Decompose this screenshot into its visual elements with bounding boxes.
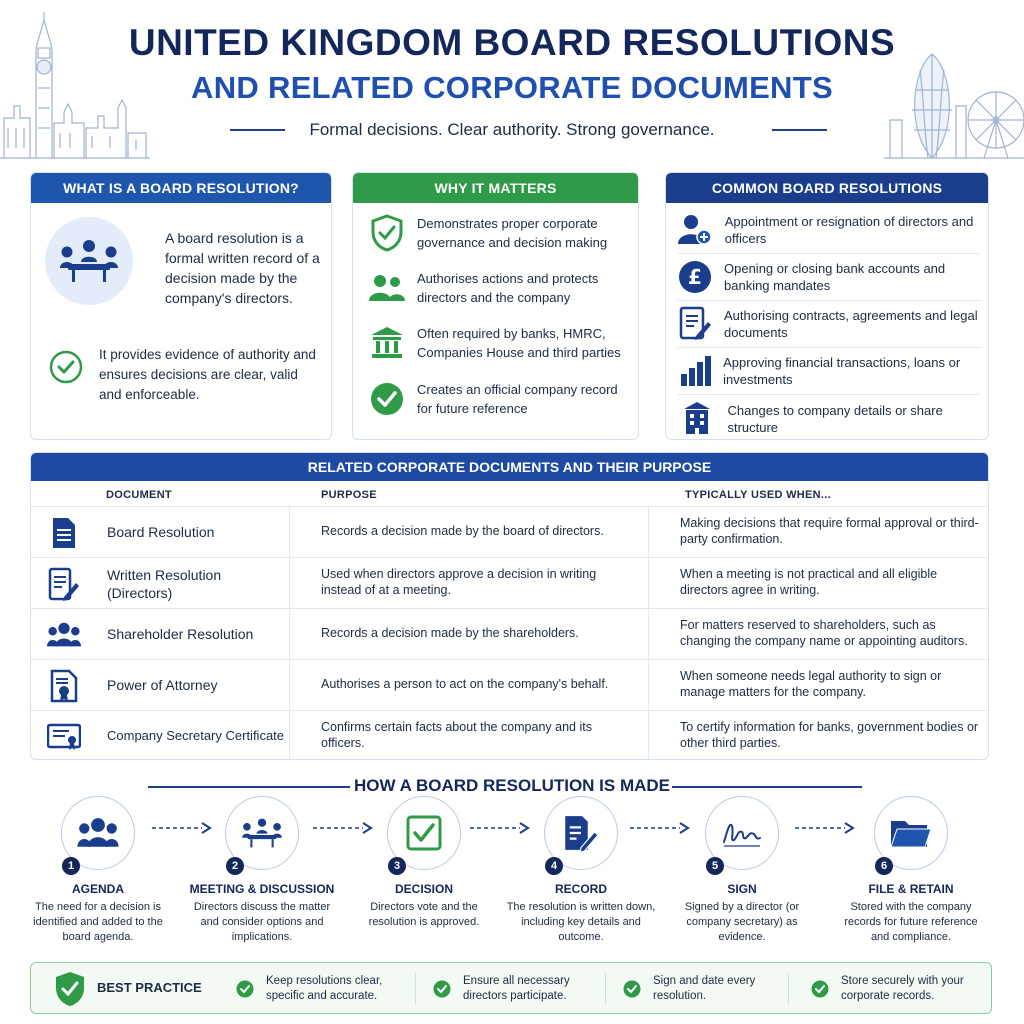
- common-resolutions-card: [665, 172, 989, 440]
- document-used-when: Making decisions that require formal approval or third-party confirmation.: [680, 516, 979, 546]
- why-heading: WHY IT MATTERS: [353, 173, 638, 203]
- check-circle-icon: [367, 379, 407, 419]
- step-circle: [387, 796, 461, 870]
- common-item-company-details: Changes to company details or share structure: [678, 395, 980, 440]
- step-circle: [544, 796, 618, 870]
- people-icon: [367, 268, 407, 308]
- bar-chart-icon: [678, 351, 711, 391]
- step-number: 4: [545, 857, 563, 875]
- process-rule-right: [672, 786, 862, 788]
- why-item-authorises: Authorises actions and protects directors and the company: [367, 268, 632, 308]
- why-item-governance: Demonstrates proper corporate governance and decision making: [367, 213, 632, 253]
- tagline-rule-right: [772, 129, 827, 131]
- document-name: Board Resolution: [107, 524, 215, 540]
- check-circle-icon: [811, 980, 829, 998]
- step-circle: [61, 796, 135, 870]
- divider: [415, 973, 416, 1005]
- page-title: UNITED KINGDOM BOARD RESOLUTIONS: [128, 22, 896, 63]
- column-header-purpose: PURPOSE: [321, 489, 377, 501]
- best-practice-item: Sign and date every resolution.: [623, 974, 773, 1004]
- check-circle-icon: [48, 349, 84, 385]
- common-item-appointment: Appointment or resignation of directors and officers: [678, 207, 980, 254]
- best-practice-heading: BEST PRACTICE: [97, 980, 202, 995]
- step-label: FILE & RETAIN: [868, 882, 954, 896]
- step-label: MEETING & DISCUSSION: [189, 882, 335, 896]
- document-purpose: Used when directors approve a decision in writing instead of at a meeting.: [321, 567, 597, 597]
- table-row: [31, 507, 989, 558]
- checkbox-icon: [405, 814, 443, 852]
- related-documents-table: [30, 452, 989, 760]
- column-header-used-when: TYPICALLY USED WHEN...: [685, 489, 831, 501]
- london-skyline-icon: [884, 50, 1024, 160]
- process-heading: HOW A BOARD RESOLUTION IS MADE: [353, 776, 671, 795]
- table-header-row: [31, 481, 988, 507]
- best-practice-bar: [30, 962, 992, 1014]
- step-number: 2: [226, 857, 244, 875]
- step-number: 5: [706, 857, 724, 875]
- what-is-card: [30, 172, 332, 440]
- document-used-when: When someone needs legal authority to sign or manage matters for the company.: [680, 669, 942, 699]
- step-circle: [874, 796, 948, 870]
- why-item-required: Often required by banks, HMRC, Companies House and third parties: [367, 323, 632, 363]
- pound-icon: [678, 257, 712, 297]
- building-icon: [678, 399, 715, 439]
- check-circle-icon: [433, 980, 451, 998]
- document-pen-icon: [563, 813, 599, 853]
- process-step-agenda: [23, 796, 173, 945]
- document-purpose: Authorises a person to act on the company's behalf.: [321, 677, 609, 691]
- best-practice-item: Store securely with your corporate records.: [811, 974, 981, 1004]
- best-practice-item: Ensure all necessary directors participate.: [433, 974, 603, 1004]
- document-purpose: Confirms certain facts about the company and its officers.: [321, 720, 592, 750]
- step-description: Directors vote and the resolution is approved.: [368, 901, 480, 928]
- step-label: DECISION: [394, 882, 453, 896]
- documents-heading: RELATED CORPORATE DOCUMENTS AND THEIR PURPOSE: [31, 453, 988, 481]
- document-name: Shareholder Resolution: [107, 626, 254, 642]
- step-description: Directors discuss the matter and consider options and implications.: [193, 901, 331, 943]
- column-header-document: DOCUMENT: [106, 489, 172, 501]
- user-add-icon: [678, 210, 713, 250]
- svg-text:£: £: [688, 265, 702, 289]
- divider: [788, 973, 789, 1005]
- document-name: Written Resolution (Directors): [107, 567, 222, 601]
- definition-text: A board resolution is a formal written record of a decision made by the company's directors.: [165, 230, 320, 306]
- signature-icon: [720, 818, 764, 848]
- why-item-record: Creates an official company record for future reference: [367, 379, 632, 419]
- step-description: The resolution is written down, including key details and outcome.: [506, 901, 656, 943]
- bank-icon: [367, 323, 407, 363]
- page-subtitle: AND RELATED CORPORATE DOCUMENTS: [191, 70, 833, 105]
- document-used-when: To certify information for banks, government bodies or other third parties.: [680, 720, 979, 750]
- step-circle: [705, 796, 779, 870]
- document-purpose: Records a decision made by the board of directors.: [321, 524, 604, 538]
- step-label: RECORD: [554, 882, 607, 896]
- people-icon: [47, 618, 81, 652]
- check-circle-icon: [236, 980, 254, 998]
- document-icon: [47, 516, 81, 550]
- common-heading: COMMON BOARD RESOLUTIONS: [666, 173, 988, 203]
- step-number: 1: [62, 857, 80, 875]
- step-label: AGENDA: [71, 882, 124, 896]
- process-step-file: [836, 796, 986, 945]
- people-icon: [75, 817, 121, 849]
- process-step-decision: [349, 796, 499, 930]
- process-step-sign: [667, 796, 817, 945]
- table-row: [31, 711, 989, 760]
- table-row: [31, 660, 989, 711]
- tagline: Formal decisions. Clear authority. Strong governance.: [309, 120, 715, 139]
- contract-icon: [678, 304, 712, 344]
- document-purpose: Records a decision made by the shareholders.: [321, 626, 579, 640]
- step-number: 3: [388, 857, 406, 875]
- common-item-financial: Approving financial transactions, loans or investments: [678, 348, 980, 395]
- step-circle: [225, 796, 299, 870]
- process-step-record: [506, 796, 656, 945]
- step-number: 6: [875, 857, 893, 875]
- document-name: Power of Attorney: [107, 677, 218, 693]
- table-row: [31, 558, 989, 609]
- table-row: [31, 609, 989, 660]
- step-description: The need for a decision is identified and added to the board agenda.: [33, 901, 163, 943]
- check-circle-icon: [623, 980, 641, 998]
- common-item-contracts: Authorising contracts, agreements and legal documents: [678, 301, 980, 348]
- divider: [605, 973, 606, 1005]
- common-item-bank: £ Opening or closing bank accounts and banking mandates: [678, 254, 980, 301]
- header: [0, 0, 1024, 160]
- best-practice-item: Keep resolutions clear, specific and accurate.: [236, 974, 406, 1004]
- why-it-matters-card: [352, 172, 639, 440]
- what-is-heading: WHAT IS A BOARD RESOLUTION?: [31, 173, 331, 203]
- shield-check-icon: [367, 213, 407, 253]
- shield-check-icon: [53, 970, 87, 1008]
- folder-icon: [889, 815, 933, 851]
- step-label: SIGN: [727, 882, 757, 896]
- document-used-when: For matters reserved to shareholders, such as changing the company name or appointing auditors.: [680, 618, 968, 648]
- document-seal-icon: [47, 669, 81, 703]
- meeting-icon: [238, 815, 286, 851]
- document-name: Company Secretary Certificate: [107, 728, 285, 743]
- certificate-icon: [47, 720, 81, 754]
- document-used-when: When a meeting is not practical and all eligible directors agree in writing.: [680, 567, 938, 597]
- board-meeting-icon: [45, 217, 133, 305]
- document-pen-icon: [47, 567, 81, 601]
- evidence-text: It provides evidence of authority and ensures decisions are clear, valid and enforceable.: [99, 347, 316, 402]
- process-step-meeting: [187, 796, 337, 945]
- step-description: Stored with the company records for future reference and compliance.: [844, 901, 978, 943]
- step-description: Signed by a director (or company secretary) as evidence.: [684, 901, 800, 943]
